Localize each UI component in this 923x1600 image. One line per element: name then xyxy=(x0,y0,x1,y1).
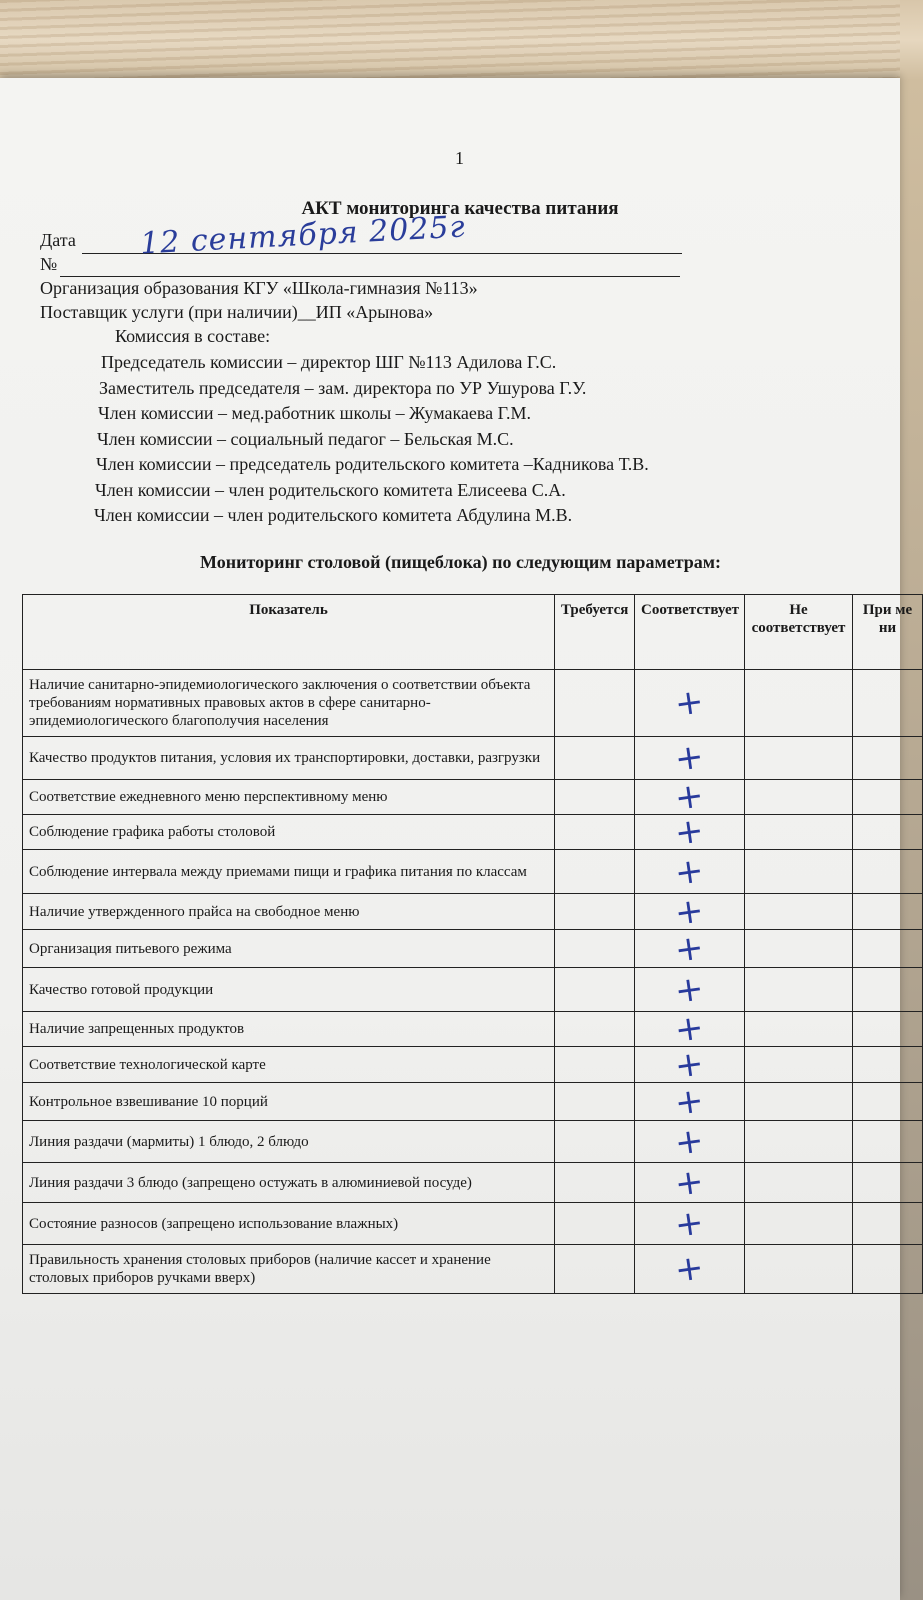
handwritten-plus-mark: + xyxy=(672,1247,707,1291)
note-cell xyxy=(853,780,923,815)
table-row xyxy=(23,894,923,930)
not-complies-cell xyxy=(745,1203,853,1245)
handwritten-plus-mark: + xyxy=(672,1160,707,1205)
complies-cell xyxy=(635,1245,745,1294)
section-title: Мониторинг столовой (пищеблока) по следующим параметрам: xyxy=(200,552,722,572)
column-header-note: При ме ни xyxy=(853,595,923,670)
commission-member: Председатель комиссии – директор ШГ №113 Адилова Г.С. xyxy=(101,352,557,372)
commission-member: Заместитель председателя – зам. директора по УР Ушурова Г.У. xyxy=(99,378,587,398)
note-cell xyxy=(853,1203,923,1245)
required-cell xyxy=(555,670,635,737)
complies-cell xyxy=(635,775,745,819)
handwritten-plus-mark: + xyxy=(672,1007,707,1051)
complies-cell xyxy=(635,1042,745,1087)
handwritten-plus-mark: + xyxy=(672,1201,707,1246)
number-underline xyxy=(60,276,680,277)
indicator-cell: Линия раздачи (мармиты) 1 блюдо, 2 блюдо xyxy=(23,1121,555,1163)
handwritten-plus-mark: + xyxy=(672,849,707,894)
note-cell xyxy=(853,930,923,968)
note-cell xyxy=(853,1012,923,1047)
table-row xyxy=(23,1203,923,1245)
required-cell xyxy=(555,850,635,894)
column-header-complies: Соответствует xyxy=(635,595,745,670)
required-cell xyxy=(555,1121,635,1163)
complies-cell xyxy=(635,850,745,894)
not-complies-cell xyxy=(745,670,853,737)
table-row xyxy=(23,1083,923,1121)
indicator-cell: Правильность хранения столовых приборов (наличие кассет и хранение столовых приборов ручками вверх) xyxy=(23,1245,555,1294)
complies-cell xyxy=(635,1203,745,1245)
complies-cell xyxy=(635,1079,745,1124)
table-row xyxy=(23,930,923,968)
organization-line: Организация образования КГУ «Школа-гимназия №113» xyxy=(40,278,478,298)
indicator-cell: Наличие утвержденного прайса на свободное меню xyxy=(23,894,555,930)
complies-cell xyxy=(635,737,745,780)
table-row xyxy=(23,670,923,737)
handwritten-plus-mark: + xyxy=(672,775,707,819)
not-complies-cell xyxy=(745,1163,853,1203)
table-row xyxy=(23,780,923,815)
note-cell xyxy=(853,850,923,894)
complies-cell xyxy=(635,670,745,737)
note-cell xyxy=(853,968,923,1012)
commission-header: Комиссия в составе: xyxy=(115,326,271,346)
handwritten-plus-mark: + xyxy=(672,736,707,780)
required-cell xyxy=(555,894,635,930)
required-cell xyxy=(555,1047,635,1083)
not-complies-cell xyxy=(745,1245,853,1294)
note-cell xyxy=(853,1121,923,1163)
complies-cell xyxy=(635,1121,745,1163)
indicator-cell: Качество готовой продукции xyxy=(23,968,555,1012)
complies-cell xyxy=(635,1007,745,1051)
table-row xyxy=(23,968,923,1012)
required-cell xyxy=(555,968,635,1012)
desk-surface xyxy=(0,0,900,90)
complies-cell xyxy=(635,926,745,971)
table-row xyxy=(23,1163,923,1203)
complies-cell xyxy=(635,889,745,934)
handwritten-plus-mark: + xyxy=(672,1079,707,1124)
indicator-cell: Линия раздачи 3 блюдо (запрещено остужать в алюминиевой посуде) xyxy=(23,1163,555,1203)
note-cell xyxy=(853,1083,923,1121)
table-row xyxy=(23,1121,923,1163)
handwritten-plus-mark: + xyxy=(672,967,707,1012)
not-complies-cell xyxy=(745,930,853,968)
commission-member: Член комиссии – член родительского комитета Елисеева С.А. xyxy=(95,480,566,500)
indicator-cell: Соблюдение графика работы столовой xyxy=(23,815,555,850)
required-cell xyxy=(555,1083,635,1121)
document-title: АКТ мониторинга качества питания xyxy=(301,198,619,219)
supplier-line: Поставщик услуги (при наличии)__ИП «Арынова» xyxy=(40,302,434,322)
required-cell xyxy=(555,737,635,780)
note-cell xyxy=(853,1163,923,1203)
monitoring-table xyxy=(22,594,923,1294)
not-complies-cell xyxy=(745,737,853,780)
required-cell xyxy=(555,1245,635,1294)
indicator-cell: Состояние разносов (запрещено использование влажных) xyxy=(23,1203,555,1245)
note-cell xyxy=(853,1245,923,1294)
not-complies-cell xyxy=(745,850,853,894)
note-cell xyxy=(853,737,923,780)
handwritten-plus-mark: + xyxy=(672,889,707,934)
table-row xyxy=(23,1245,923,1294)
indicator-cell: Соблюдение интервала между приемами пищи и графика питания по классам xyxy=(23,850,555,894)
table-row xyxy=(23,737,923,780)
indicator-cell: Наличие запрещенных продуктов xyxy=(23,1012,555,1047)
date-label: Дата xyxy=(40,230,76,250)
handwritten-plus-mark: + xyxy=(672,1119,707,1164)
table-row xyxy=(23,1047,923,1083)
handwritten-plus-mark: + xyxy=(672,1042,707,1087)
commission-member: Член комиссии – мед.работник школы – Жумакаева Г.М. xyxy=(98,403,532,423)
column-header-indicator: Показатель xyxy=(23,595,555,670)
required-cell xyxy=(555,815,635,850)
not-complies-cell xyxy=(745,815,853,850)
table-header-row xyxy=(23,595,923,670)
number-label: № xyxy=(40,254,58,274)
table-row xyxy=(23,1012,923,1047)
commission-member: Член комиссии – председатель родительского комитета –Кадникова Т.В. xyxy=(96,454,649,474)
indicator-cell: Организация питьевого режима xyxy=(23,930,555,968)
handwritten-plus-mark: + xyxy=(672,681,707,725)
table-row xyxy=(23,850,923,894)
required-cell xyxy=(555,780,635,815)
note-cell xyxy=(853,1047,923,1083)
indicator-cell: Контрольное взвешивание 10 порций xyxy=(23,1083,555,1121)
not-complies-cell xyxy=(745,1083,853,1121)
required-cell xyxy=(555,1163,635,1203)
note-cell xyxy=(853,815,923,850)
complies-cell xyxy=(635,968,745,1012)
commission-member: Член комиссии – социальный педагог – Бельская М.С. xyxy=(97,429,514,449)
complies-cell xyxy=(635,1160,745,1205)
page-number: 1 xyxy=(455,148,464,168)
complies-cell xyxy=(635,810,745,854)
not-complies-cell xyxy=(745,1047,853,1083)
table-row xyxy=(23,815,923,850)
not-complies-cell xyxy=(745,968,853,1012)
indicator-cell: Соответствие технологической карте xyxy=(23,1047,555,1083)
required-cell xyxy=(555,930,635,968)
column-header-required: Требуется xyxy=(555,595,635,670)
not-complies-cell xyxy=(745,894,853,930)
note-cell xyxy=(853,670,923,737)
note-cell xyxy=(853,894,923,930)
column-header-not-complies: Не соответствует xyxy=(745,595,853,670)
handwritten-plus-mark: + xyxy=(672,926,707,971)
handwritten-plus-mark: + xyxy=(672,810,707,854)
indicator-cell: Соответствие ежедневного меню перспективному меню xyxy=(23,780,555,815)
required-cell xyxy=(555,1203,635,1245)
date-handwritten: 12 сентября 2025г xyxy=(139,209,467,262)
indicator-cell: Наличие санитарно-эпидемиологического заключения о соответствии объекта требованиям нормативных правовых актов в сфере санитарно-эпидемиологического благополучия населения xyxy=(23,670,555,737)
document-sheet xyxy=(0,78,913,1600)
required-cell xyxy=(555,1012,635,1047)
not-complies-cell xyxy=(745,780,853,815)
not-complies-cell xyxy=(745,1012,853,1047)
not-complies-cell xyxy=(745,1121,853,1163)
commission-member: Член комиссии – член родительского комитета Абдулина М.В. xyxy=(94,505,573,525)
indicator-cell: Качество продуктов питания, условия их транспортировки, доставки, разгрузки xyxy=(23,737,555,780)
